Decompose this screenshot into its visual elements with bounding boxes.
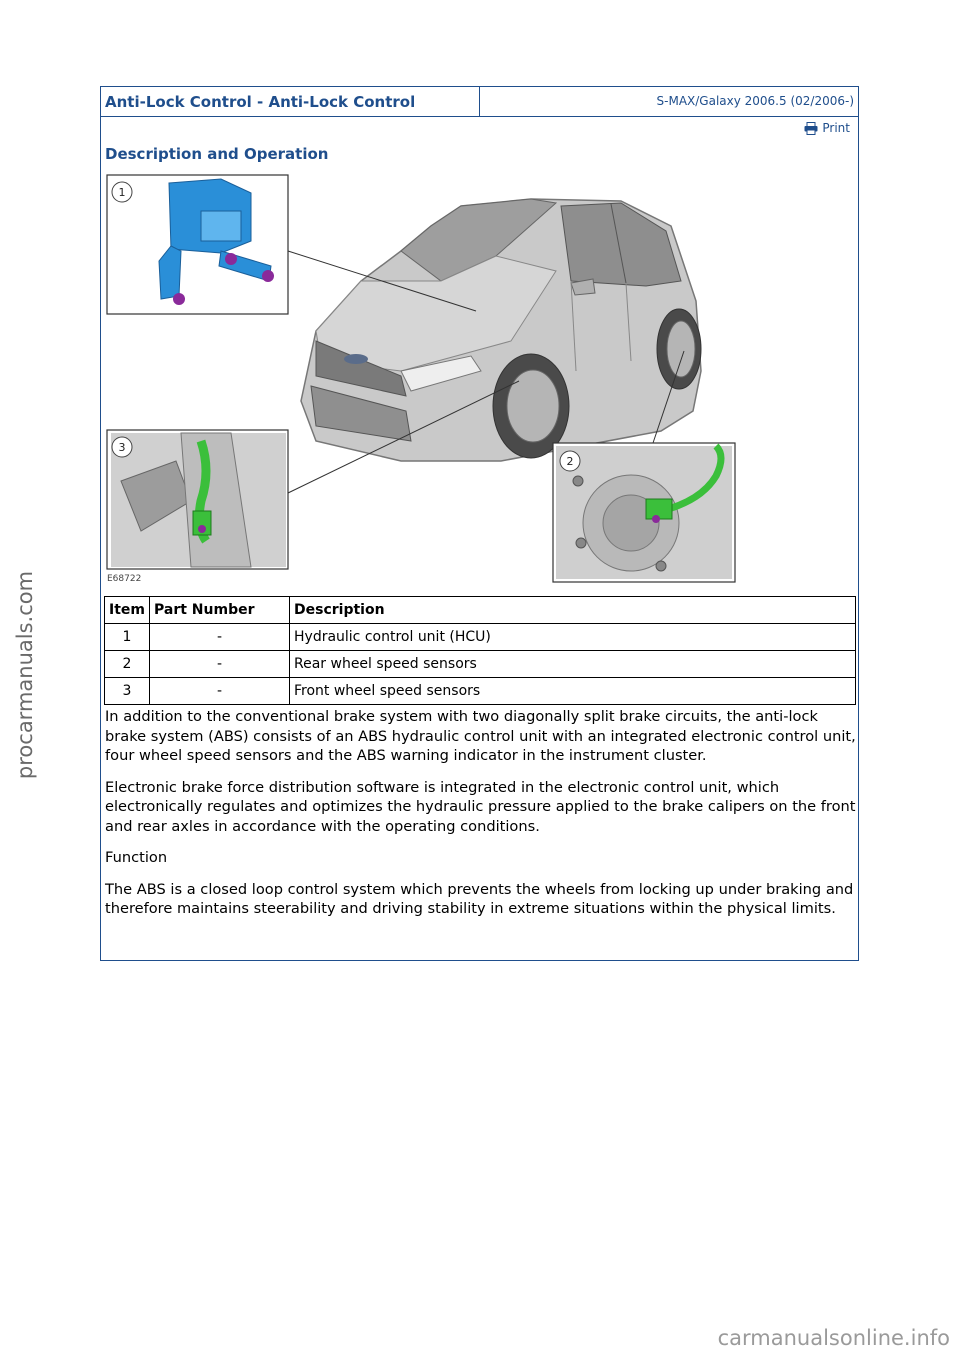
- printer-icon: [804, 122, 818, 135]
- part-number-cell: -: [150, 678, 290, 705]
- figure-code: E68722: [107, 574, 142, 584]
- abs-component-location-figure: [101, 171, 858, 585]
- callout-1: 1: [118, 186, 126, 199]
- print-link[interactable]: [804, 121, 850, 135]
- description-cell: Front wheel speed sensors: [290, 678, 856, 705]
- bottom-watermark: carmanualsonline.info: [717, 1326, 950, 1350]
- col-header-description: Description: [290, 597, 856, 624]
- description-cell: Rear wheel speed sensors: [290, 651, 856, 678]
- paragraph-function: The ABS is a closed loop control system which prevents the wheels from locking up under braking and therefore maintains steerability and driving stability in extreme situations within the physical limits.: [105, 880, 854, 917]
- header-divider: [479, 87, 480, 116]
- item-cell: 3: [105, 678, 150, 705]
- table-header-row: [105, 597, 856, 624]
- document-frame: [100, 86, 859, 961]
- callout-3: 3: [118, 441, 126, 454]
- table-row: [105, 651, 856, 678]
- callout-2: 2: [566, 455, 574, 468]
- description-cell: Hydraulic control unit (HCU): [290, 624, 856, 651]
- body-text: [105, 707, 857, 931]
- paragraph-ebd: Electronic brake force distribution software is integrated in the electronic control unit, which electronically regulates and optimizes the hydraulic pressure applied to the brake calipers on the front and rear axles in accordance with the operating conditions.: [105, 778, 856, 835]
- inset-hcu: [107, 175, 288, 314]
- col-header-item: Item: [105, 597, 150, 624]
- print-label: Print: [822, 121, 850, 135]
- item-cell: 2: [105, 651, 150, 678]
- section-title: Description and Operation: [105, 145, 329, 163]
- table-row: [105, 624, 856, 651]
- side-watermark: [8, 560, 42, 790]
- parts-table: [104, 596, 856, 705]
- document-title: Anti-Lock Control - Anti-Lock Control: [105, 93, 416, 111]
- table-row: [105, 678, 856, 705]
- vehicle-model: S-MAX/Galaxy 2006.5 (02/2006-): [656, 94, 854, 108]
- paragraph-overview: In addition to the conventional brake system with two diagonally split brake circuits, the anti-lock brake system (ABS) consists of an ABS hydraulic control unit with an integrated electronic control unit, four wheel speed sensors and the ABS warning indicator in the instrument cluster.: [105, 708, 856, 764]
- part-number-cell: -: [150, 624, 290, 651]
- header-bar: [101, 87, 858, 117]
- paragraph-function-heading: Function: [105, 849, 168, 866]
- car-illustration: [301, 199, 701, 461]
- item-cell: 1: [105, 624, 150, 651]
- side-watermark-text: procarmanuals.com: [13, 570, 37, 780]
- inset-front-sensor: [107, 430, 288, 569]
- col-header-part-number: Part Number: [150, 597, 290, 624]
- part-number-cell: -: [150, 651, 290, 678]
- inset-rear-sensor: [553, 443, 735, 582]
